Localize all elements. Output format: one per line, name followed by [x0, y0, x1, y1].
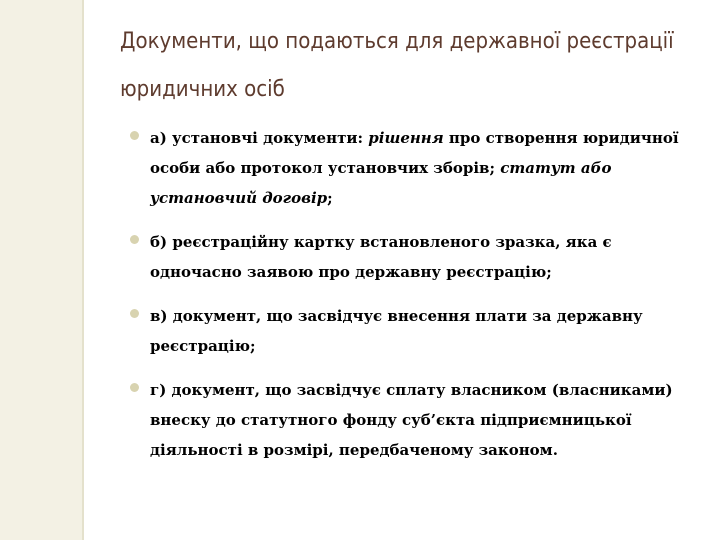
bullet-text: б) реєстраційну картку встановленого зразка, яка є одночасно заявою про державну реєстрацію; [150, 233, 612, 281]
bullet-text: г) документ, що засвідчує сплату власником (власниками) внеску до статутного фонду суб’єкта підприємницької діяльності в розмірі, передбаченому законом. [150, 381, 673, 459]
bullet-item-b [128, 227, 700, 287]
left-decorative-band [0, 0, 82, 540]
bullet-text-italic: рішення [368, 129, 444, 147]
bullet-item-a [128, 123, 700, 213]
bullet-text: в) документ, що засвідчує внесення плати за державну реєстрацію; [150, 307, 643, 355]
bullet-item-d [128, 375, 700, 465]
bullet-text-part: а) установчі документи: [150, 129, 369, 147]
bullet-dot-icon [130, 131, 139, 140]
left-band-divider [82, 0, 84, 540]
slide-title: Документи, що подаються для державної реєстрації юридичних осіб [120, 29, 674, 102]
bullet-dot-icon [130, 383, 139, 392]
bullet-dot-icon [130, 309, 139, 318]
bullet-text-part: ; [327, 189, 333, 207]
bullet-text-part: про створення юридичної особи або протокол установчих зборів; [150, 129, 679, 177]
bullet-list [128, 123, 700, 465]
bullet-item-c [128, 301, 700, 361]
bullet-dot-icon [130, 235, 139, 244]
bullet-text-italic: статут або установчий договір [150, 159, 612, 207]
bullet-text [150, 123, 700, 213]
